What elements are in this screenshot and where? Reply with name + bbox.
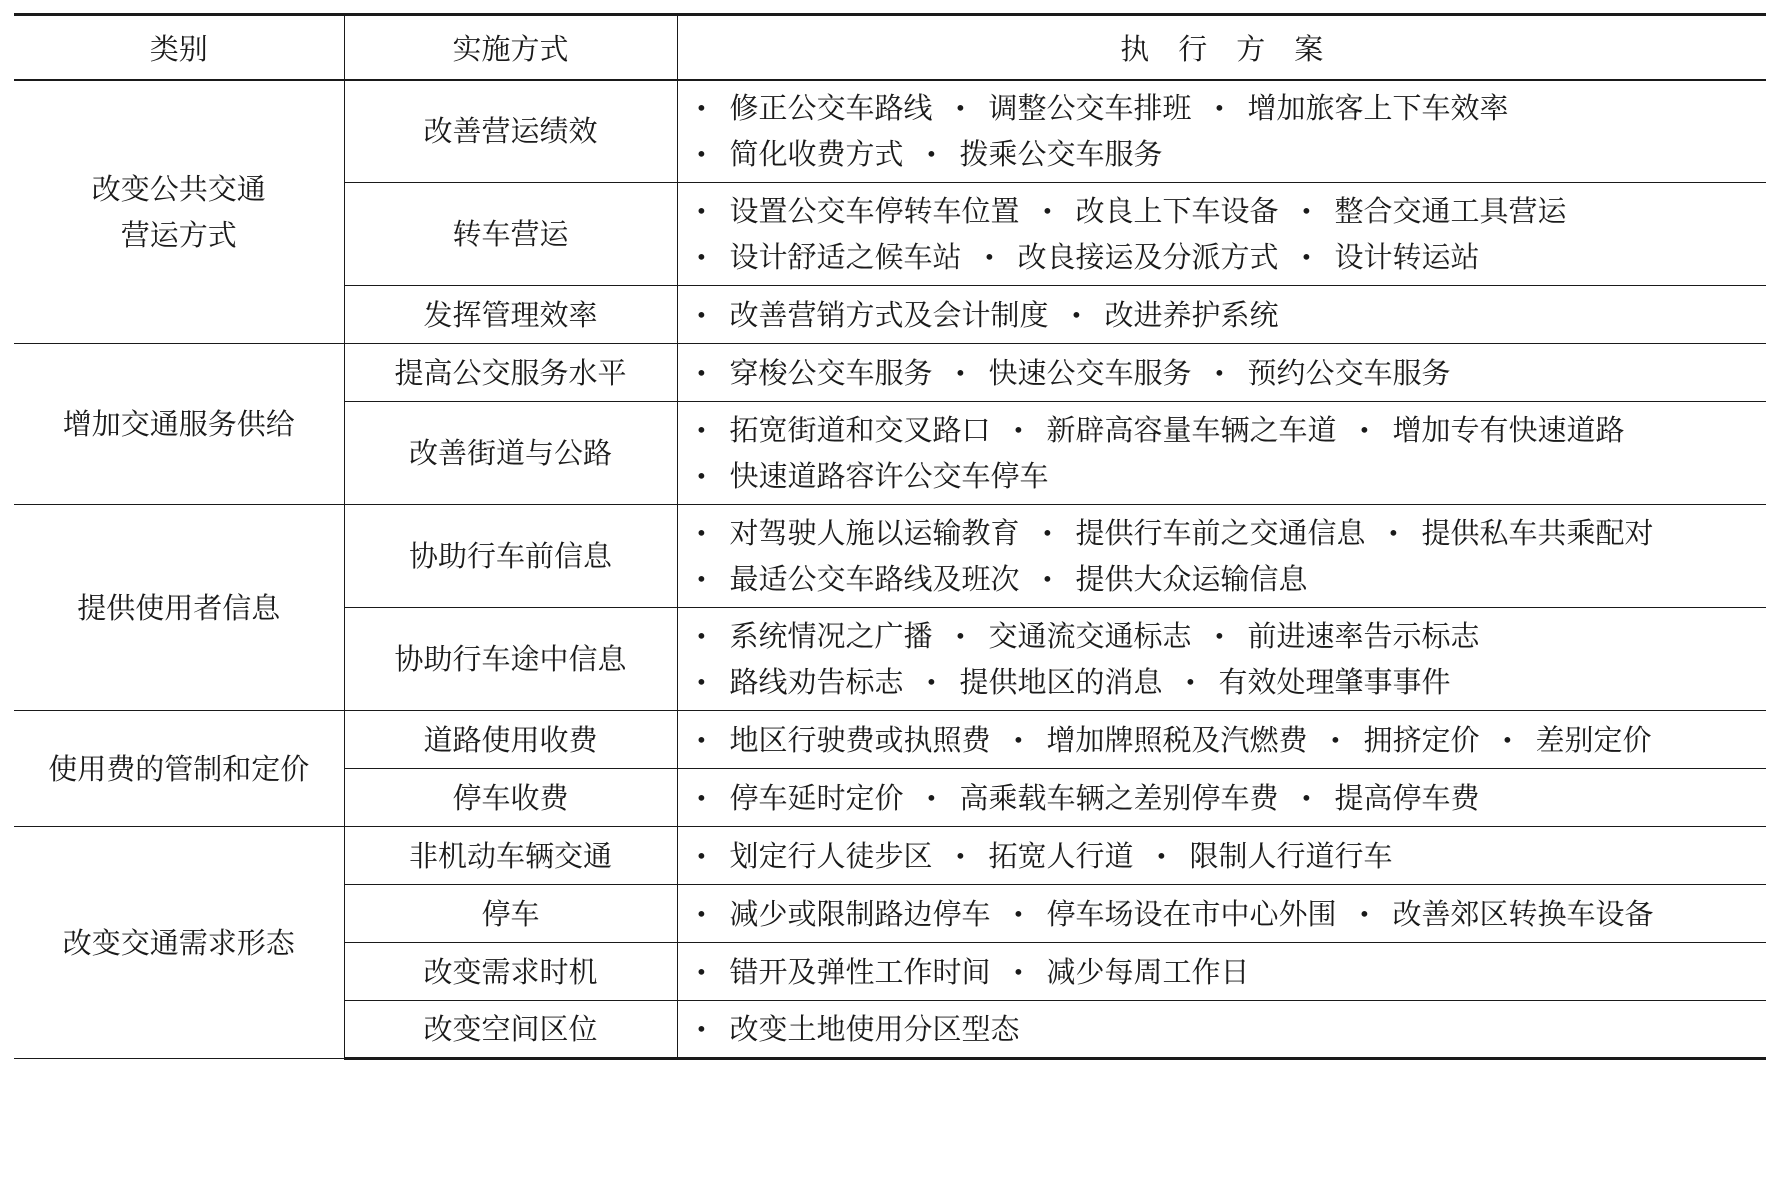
table-row	[14, 711, 1766, 769]
method-cell: 发挥管理效率	[344, 286, 677, 344]
table-row	[14, 827, 1766, 885]
plan-item: 修正公交车路线	[729, 91, 933, 126]
plan-line	[696, 510, 1767, 556]
plan-item: 简化收费方式	[729, 137, 904, 172]
plan-item: 增加旅客上下车效率	[1247, 91, 1509, 126]
method-cell: 改变空间区位	[344, 1001, 677, 1059]
plan-cell	[677, 402, 1766, 505]
plan-line	[696, 350, 1767, 396]
bullet-icon: •	[1329, 727, 1342, 752]
category-label: 改变公共交通 营运方式	[91, 171, 266, 252]
bullet-icon: •	[1041, 521, 1054, 545]
plan-item: 有效处理肇事事件	[1218, 665, 1451, 699]
category-label: 提供使用者信息	[77, 590, 281, 625]
bullet-icon: •	[695, 1017, 708, 1041]
bullet-icon: •	[1184, 670, 1197, 694]
bullet-icon: •	[1300, 245, 1313, 269]
plan-line	[696, 775, 1767, 821]
plan-line	[696, 407, 1767, 453]
method-cell: 改善街道与公路	[344, 402, 677, 505]
bullet-icon: •	[695, 843, 708, 868]
category-cell	[14, 344, 344, 505]
plan-item: 地区行驶费或执照费	[729, 722, 991, 757]
plan-item: 提供行车前之交通信息	[1075, 516, 1366, 550]
bullet-icon: •	[1213, 360, 1226, 385]
bullet-icon: •	[695, 245, 708, 269]
bullet-icon: •	[1358, 901, 1371, 926]
plan-line	[696, 613, 1767, 659]
plan-item: 划定行人徒步区	[729, 838, 933, 873]
plan-item: 新辟高容量车辆之车道	[1046, 413, 1337, 447]
plan-line	[696, 292, 1767, 338]
bullet-icon: •	[1012, 727, 1025, 752]
plan-item: 快速道路容许公交车停车	[729, 459, 1049, 493]
bullet-icon: •	[925, 785, 938, 810]
plan-line	[696, 453, 1767, 499]
bullet-icon: •	[1358, 418, 1371, 442]
plan-item: 提供私车共乘配对	[1421, 516, 1654, 550]
bullet-icon: •	[1213, 624, 1226, 648]
plan-item: 高乘载车辆之差别停车费	[959, 780, 1279, 815]
category-label: 增加交通服务供给	[62, 407, 295, 441]
plan-line	[696, 556, 1767, 602]
plan-item: 错开及弹性工作时间	[729, 954, 991, 989]
plan-item: 改良接运及分派方式	[1017, 240, 1279, 274]
header-plan: 执 行 方 案	[677, 15, 1766, 80]
table-row	[14, 505, 1766, 608]
plan-cell	[677, 505, 1766, 608]
plan-line	[696, 188, 1767, 234]
bullet-icon: •	[954, 843, 967, 868]
plan-item: 系统情况之广播	[729, 619, 933, 653]
category-cell	[14, 711, 344, 827]
bullet-icon: •	[1070, 302, 1083, 327]
plan-item: 增加牌照税及汽燃费	[1046, 722, 1308, 757]
plan-item: 改进养护系统	[1104, 297, 1279, 332]
plan-item: 提高停车费	[1334, 780, 1480, 815]
plan-line	[696, 234, 1767, 280]
bullet-icon: •	[695, 785, 708, 810]
plan-item: 对驾驶人施以运输教育	[729, 516, 1020, 550]
plan-cell	[677, 885, 1766, 943]
bullet-icon: •	[954, 624, 967, 648]
bullet-icon: •	[1501, 727, 1514, 752]
method-cell: 提高公交服务水平	[344, 344, 677, 402]
plan-item: 提供大众运输信息	[1075, 562, 1308, 596]
plan-item: 改变土地使用分区型态	[729, 1012, 1020, 1046]
category-cell	[14, 827, 344, 1059]
plan-cell	[677, 1001, 1766, 1059]
bullet-icon: •	[1387, 521, 1400, 545]
category-label: 改变交通需求形态	[62, 925, 295, 960]
plan-item: 穿梭公交车服务	[729, 355, 933, 390]
category-cell	[14, 505, 344, 711]
bullet-icon: •	[695, 901, 708, 926]
plan-line	[696, 717, 1767, 763]
bullet-icon: •	[1213, 96, 1226, 121]
bullet-icon: •	[695, 624, 708, 648]
plan-line	[696, 833, 1767, 879]
plan-item: 拓宽街道和交叉路口	[729, 413, 991, 447]
plan-line	[696, 659, 1767, 705]
plan-item: 减少或限制路边停车	[729, 896, 991, 931]
plan-item: 拓宽人行道	[988, 838, 1134, 873]
plan-item: 停车延时定价	[729, 780, 904, 815]
plan-cell	[677, 80, 1766, 183]
plan-item: 调整公交车排班	[988, 91, 1192, 126]
table-row	[14, 80, 1766, 183]
strategy-table	[14, 13, 1766, 1060]
bullet-icon: •	[695, 464, 708, 488]
plan-item: 限制人行道行车	[1189, 838, 1393, 873]
bullet-icon: •	[925, 670, 938, 694]
bullet-icon: •	[695, 567, 708, 591]
plan-item: 增加专有快速道路	[1392, 413, 1625, 447]
bullet-icon: •	[695, 360, 708, 385]
plan-cell	[677, 769, 1766, 827]
bullet-icon: •	[695, 670, 708, 694]
bullet-icon: •	[1012, 418, 1025, 442]
plan-item: 快速公交车服务	[988, 355, 1192, 390]
plan-line	[696, 85, 1767, 131]
method-cell: 转车营运	[344, 183, 677, 286]
bullet-icon: •	[695, 96, 708, 121]
method-cell: 协助行车途中信息	[344, 608, 677, 711]
plan-line	[696, 1006, 1767, 1052]
plan-item: 改善郊区转换车设备	[1392, 896, 1654, 931]
plan-item: 设计舒适之候车站	[729, 240, 962, 274]
plan-cell	[677, 183, 1766, 286]
bullet-icon: •	[1012, 901, 1025, 926]
plan-item: 路线劝告标志	[729, 665, 904, 699]
header-category: 类别	[14, 15, 344, 80]
plan-cell	[677, 344, 1766, 402]
method-cell: 停车	[344, 885, 677, 943]
plan-item: 改良上下车设备	[1075, 194, 1279, 228]
bullet-icon: •	[695, 418, 708, 442]
table-body	[14, 80, 1766, 1059]
plan-item: 减少每周工作日	[1046, 954, 1250, 989]
bullet-icon: •	[954, 360, 967, 385]
bullet-icon: •	[1300, 785, 1313, 810]
bullet-icon: •	[1155, 843, 1168, 868]
plan-item: 拨乘公交车服务	[959, 137, 1163, 172]
plan-item: 前进速率告示标志	[1247, 619, 1480, 653]
plan-item: 预约公交车服务	[1247, 355, 1451, 390]
category-label: 使用费的管制和定价	[48, 751, 310, 786]
bullet-icon: •	[983, 245, 996, 269]
bullet-icon: •	[695, 727, 708, 752]
table-header	[14, 15, 1766, 80]
plan-cell	[677, 711, 1766, 769]
bullet-icon: •	[695, 142, 708, 167]
bullet-icon: •	[1041, 199, 1054, 223]
plan-item: 差别定价	[1535, 722, 1652, 757]
table-row	[14, 344, 1766, 402]
header-method: 实施方式	[344, 15, 677, 80]
plan-item: 设置公交车停转车位置	[729, 194, 1020, 228]
header-row	[14, 15, 1766, 80]
plan-cell	[677, 286, 1766, 344]
plan-item: 停车场设在市中心外围	[1046, 896, 1337, 931]
bullet-icon: •	[1012, 959, 1025, 984]
plan-item: 设计转运站	[1334, 240, 1480, 274]
bullet-icon: •	[695, 302, 708, 327]
bullet-icon: •	[1041, 567, 1054, 591]
bullet-icon: •	[695, 199, 708, 223]
plan-cell	[677, 608, 1766, 711]
method-cell: 改善营运绩效	[344, 80, 677, 183]
bullet-icon: •	[695, 521, 708, 545]
method-cell: 道路使用收费	[344, 711, 677, 769]
bullet-icon: •	[1300, 199, 1313, 223]
method-cell: 非机动车辆交通	[344, 827, 677, 885]
plan-item: 最适公交车路线及班次	[729, 562, 1020, 596]
plan-item: 提供地区的消息	[959, 665, 1163, 699]
plan-item: 整合交通工具营运	[1334, 194, 1567, 228]
method-cell: 改变需求时机	[344, 943, 677, 1001]
bullet-icon: •	[925, 142, 938, 167]
method-cell: 停车收费	[344, 769, 677, 827]
plan-item: 交通流交通标志	[988, 619, 1192, 653]
bullet-icon: •	[954, 96, 967, 121]
plan-line	[696, 131, 1767, 177]
bullet-icon: •	[695, 959, 708, 984]
category-cell	[14, 80, 344, 344]
plan-line	[696, 949, 1767, 995]
plan-item: 拥挤定价	[1363, 722, 1480, 757]
method-cell: 协助行车前信息	[344, 505, 677, 608]
plan-line	[696, 891, 1767, 937]
plan-item: 改善营销方式及会计制度	[729, 297, 1049, 332]
plan-cell	[677, 827, 1766, 885]
plan-cell	[677, 943, 1766, 1001]
